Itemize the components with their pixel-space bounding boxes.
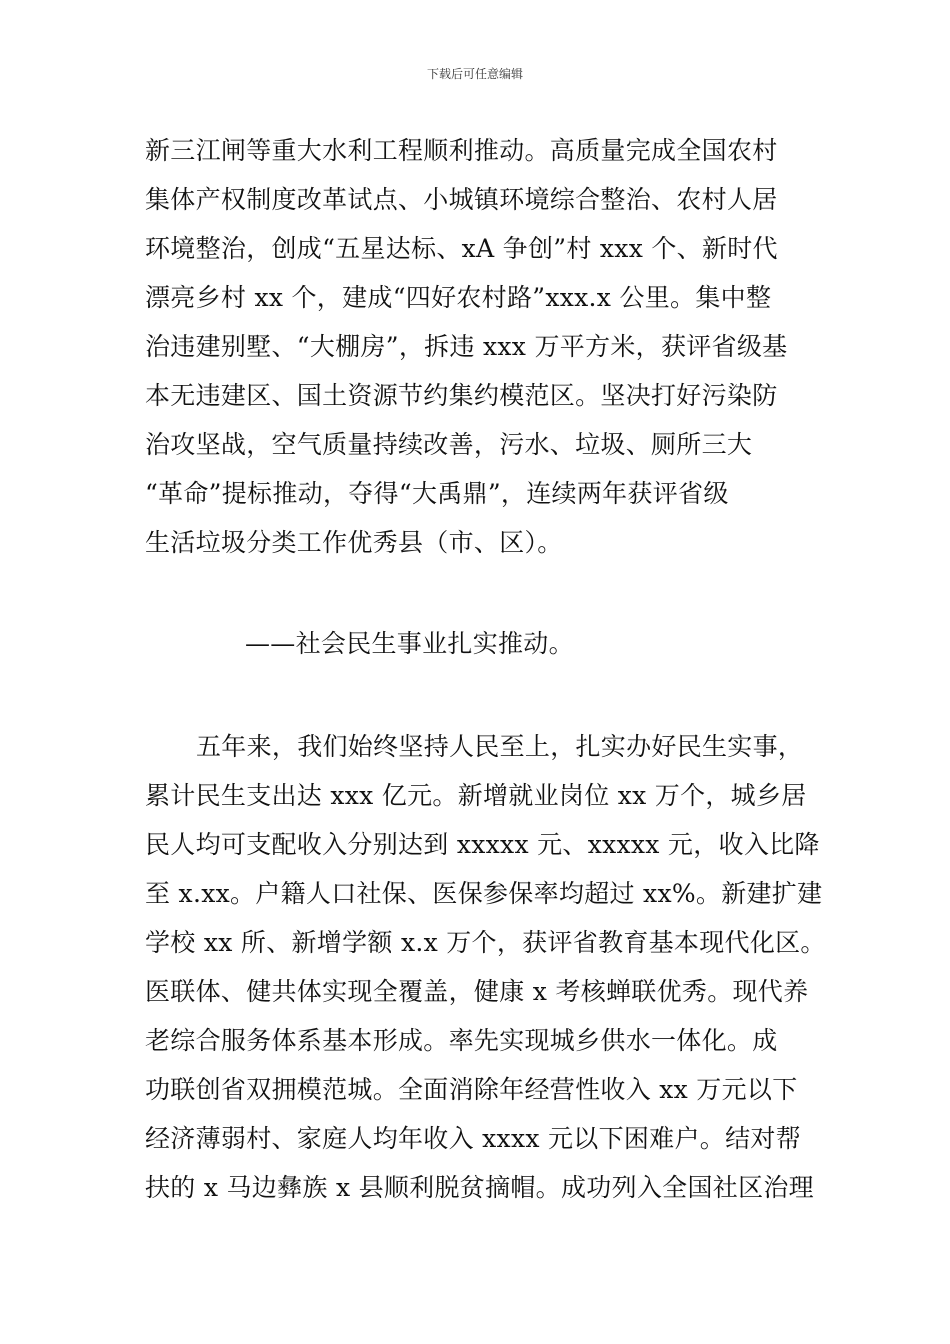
paragraph1-line-4: 漂亮乡村 xx 个，建成“四好农村路”xxx.x 公里。集中整 [145, 283, 772, 312]
paragraph2-line-8: 功联创省双拥模范城。全面消除年经营性收入 xx 万元以下 [145, 1075, 798, 1104]
section-heading: ——社会民生事业扎实推动。 [245, 629, 574, 658]
paragraph2-line-4: 至 x.xx。户籍人口社保、医保参保率均超过 xx%。新建扩建 [145, 879, 823, 908]
paragraph2-line-9: 经济薄弱村、家庭人均年收入 xxxx 元以下困难户。结对帮 [145, 1124, 801, 1153]
paragraph1-line-2: 集体产权制度改革试点、小城镇环境综合整治、农村人居 [145, 185, 778, 214]
paragraph2-line-10: 扶的 x 马边彝族 x 县顺利脱贫摘帽。成功列入全国社区治理 [145, 1173, 814, 1202]
paragraph1-line-8: “革命”提标推动，夺得“大禹鼎”，连续两年获评省级 [145, 479, 729, 508]
paragraph2-line-5: 学校 xx 所、新增学额 x.x 万个，获评省教育基本现代化区。 [145, 928, 826, 957]
paragraph2-line-2: 累计民生支出达 xxx 亿元。新增就业岗位 xx 万个，城乡居 [145, 781, 807, 810]
paragraph1-line-5: 治违建别墅、“大棚房”，拆违 xxx 万平方米，获评省级基 [145, 332, 788, 361]
paragraph1-line-6: 本无违建区、国土资源节约集约模范区。坚决打好污染防 [145, 381, 778, 410]
paragraph1-line-7: 治攻坚战，空气质量持续改善，污水、垃圾、厕所三大 [145, 430, 753, 459]
paragraph1-line-3: 环境整治，创成“五星达标、xA 争创”村 xxx 个、新时代 [145, 234, 778, 263]
paragraph2-line-3: 民人均可支配收入分别达到 xxxxx 元、xxxxx 元，收入比降 [145, 830, 820, 859]
paragraph1-line-1: 新三江闸等重大水利工程顺利推动。高质量完成全国农村 [145, 136, 778, 165]
paragraph2-line-7: 老综合服务体系基本形成。率先实现城乡供水一体化。成 [145, 1026, 778, 1055]
paragraph1-line-9: 生活垃圾分类工作优秀县（市、区）。 [145, 528, 563, 557]
page-header: 下载后可任意编辑 [426, 67, 523, 81]
paragraph2-line-1: 五年来，我们始终坚持人民至上，扎实办好民生实事， [196, 732, 804, 761]
paragraph2-line-6: 医联体、健共体实现全覆盖，健康 x 考核蝉联优秀。现代养 [145, 977, 809, 1006]
